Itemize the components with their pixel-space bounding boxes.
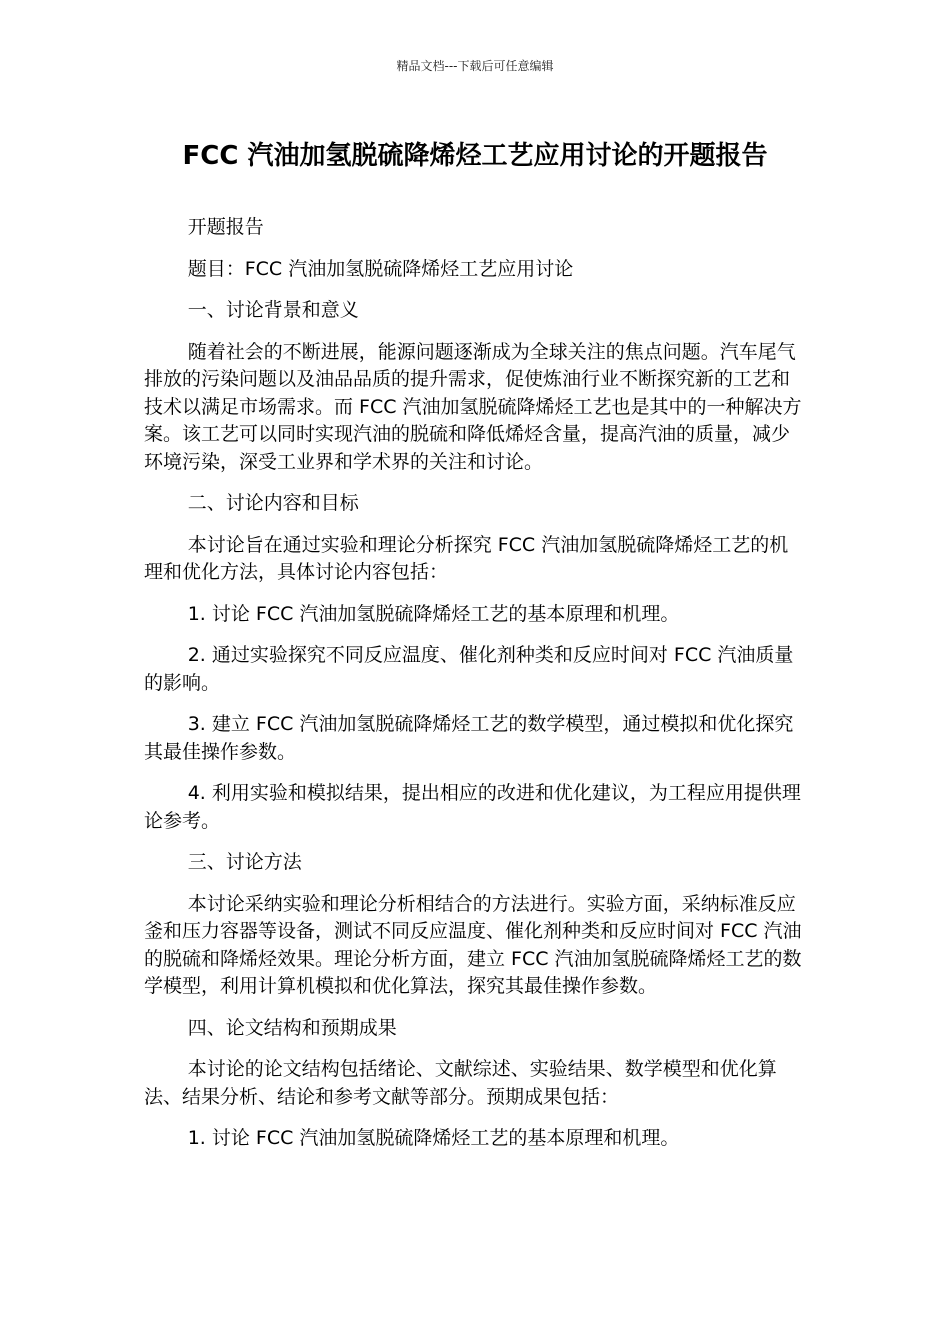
section-heading-2: 二、讨论内容和目标 — [187, 492, 359, 514]
paragraph-method: 本讨论采纳实验和理论分析相结合的方法进行。实验方面，采纳标准反应釜和压力容器等设备，测试不同反应温度、催化剂种类和反应时间对 FCC 汽油的脱硫和降烯烃效果。理论分析方面，建立 FCC 汽油加氢脱硫降烯烃工艺的数学模型，利用计算机模拟和优化算法，探究其最佳操作参数。 — [144, 892, 802, 997]
section-heading-4: 四、论文结构和预期成果 — [187, 1016, 397, 1039]
topic-line: 题目：FCC 汽油加氢脱硫降烯烃工艺应用讨论 — [187, 257, 574, 280]
paragraph-background: 随着社会的不断进展，能源问题逐渐成为全球关注的焦点问题。汽车尾气排放的污染问题以及油品品质的提升需求，促使炼油行业不断探究新的工艺和技术以满足市场需求。而 FCC 汽油加氢脱硫降烯烃工艺也是其中的一种解决方案。该工艺可以同时实现汽油的脱硫和降低烯烃含量，提高汽油的质量，减少环境污染，深受工业界和学术界的关注和讨论。 — [144, 340, 802, 473]
section-heading-3: 三、讨论方法 — [187, 851, 302, 873]
list-item-1: 1. 讨论 FCC 汽油加氢脱硫降烯烃工艺的基本原理和机理。 — [187, 602, 680, 625]
paragraph-content-intro: 本讨论旨在通过实验和理论分析探究 FCC 汽油加氢脱硫降烯烃工艺的机理和优化方法，具体讨论内容包括： — [144, 533, 789, 583]
list-item-2: 2. 通过实验探究不同反应温度、催化剂种类和反应时间对 FCC 汽油质量的影响。 — [144, 644, 794, 694]
document-title: FCC 汽油加氢脱硫降烯烃工艺应用讨论的开题报告 — [182, 141, 768, 171]
list-item-3: 3. 建立 FCC 汽油加氢脱硫降烯烃工艺的数学模型，通过模拟和优化探究其最佳操作参数。 — [144, 713, 794, 763]
outcome-item-1: 1. 讨论 FCC 汽油加氢脱硫降烯烃工艺的基本原理和机理。 — [187, 1127, 680, 1149]
paragraph-structure: 本讨论的论文结构包括绪论、文献综述、实验结果、数学模型和优化算法、结果分析、结论和参考文献等部分。预期成果包括： — [144, 1058, 777, 1108]
page-header: 精品文档---下载后可任意编辑 — [396, 59, 554, 73]
list-item-4: 4. 利用实验和模拟结果，提出相应的改进和优化建议，为工程应用提供理论参考。 — [144, 782, 801, 832]
section-heading-1: 一、讨论背景和意义 — [187, 299, 359, 321]
document-body — [144, 214, 806, 1167]
report-label: 开题报告 — [187, 216, 264, 238]
